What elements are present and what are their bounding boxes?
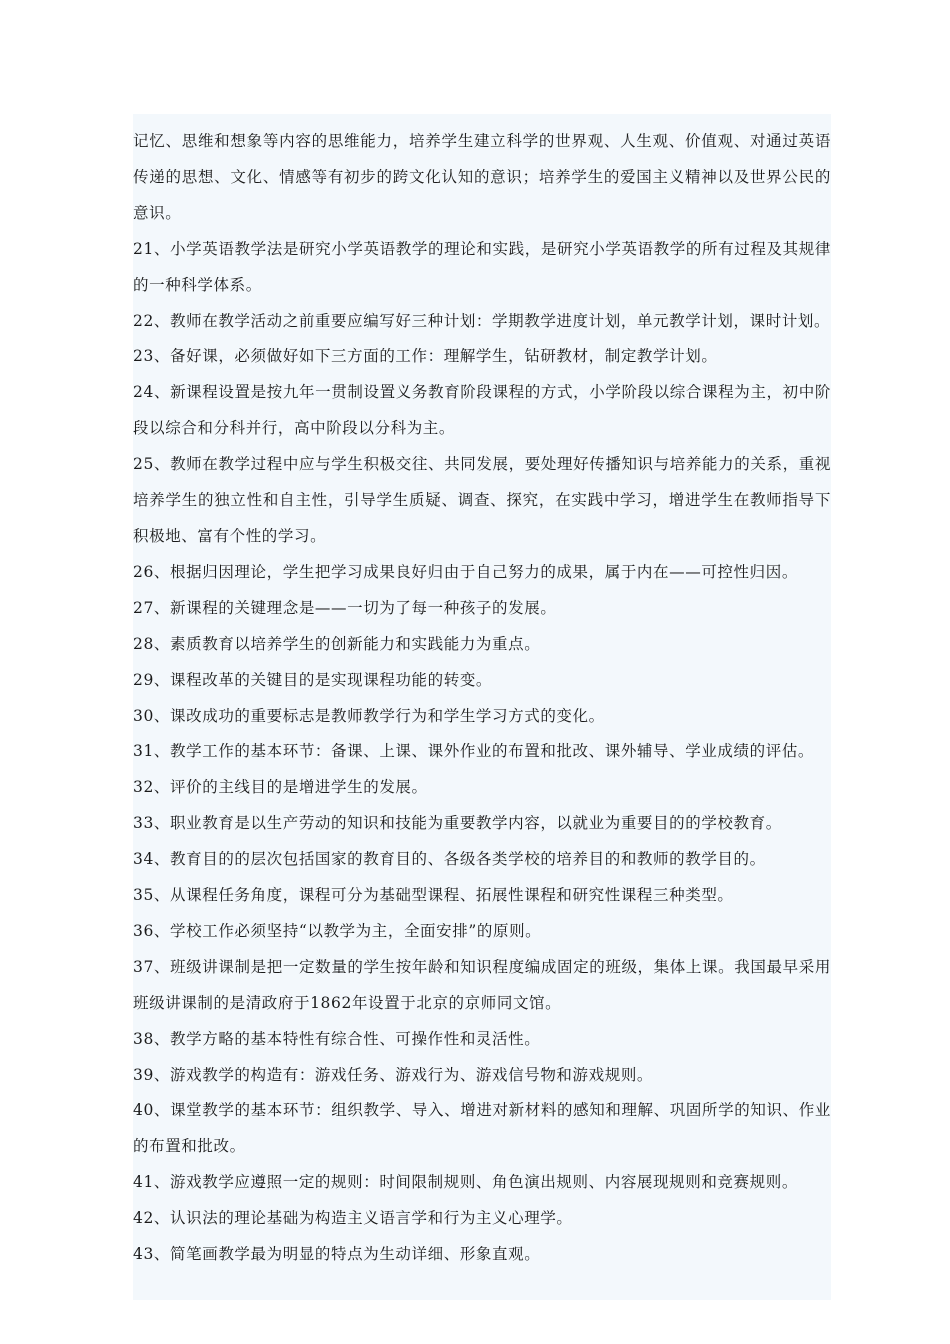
paragraph-item-40: 40、课堂教学的基本环节：组织教学、导入、增进对新材料的感知和理解、巩固所学的知识、作业的布置和批改。 [133,1101,831,1156]
paragraph-item-22: 22、教师在教学活动之前重要应编写好三种计划：学期教学进度计划，单元教学计划，课时计划。 [133,311,831,330]
paragraph-item-39: 39、游戏教学的构造有：游戏任务、游戏行为、游戏信号物和游戏规则。 [133,1065,654,1084]
top-padding [133,114,831,124]
paragraph-item-34: 34、教育目的的层次包括国家的教育目的、各级各类学校的培养目的和教师的教学目的。 [133,850,766,869]
paragraph-item-43: 43、简笔画教学最为明显的特点为生动详细、形象直观。 [133,1245,541,1264]
paragraph-item-28: 28、素质教育以培养学生的创新能力和实践能力为重点。 [133,634,541,653]
paragraph-item-30: 30、课改成功的重要标志是教师教学行为和学生学习方式的变化。 [133,706,605,725]
paragraph-item-23: 23、备好课，必须做好如下三方面的工作：理解学生，钻研教材，制定教学计划。 [133,347,718,366]
paragraph-item-37: 37、班级讲课制是把一定数量的学生按年龄和知识程度编成固定的班级，集体上课。我国最早采用班级讲课制的是清政府于1862年设置于北京的京师同文馆。 [133,957,831,1012]
paragraph-item-31: 31、教学工作的基本环节：备课、上课、课外作业的布置和批改、课外辅导、学业成绩的评估。 [133,742,815,761]
paragraph-item-38: 38、教学方略的基本特性有综合性、可操作性和灵活性。 [133,1029,541,1048]
paragraph-item-42: 42、认识法的理论基础为构造主义语言学和行为主义心理学。 [133,1209,573,1228]
paragraph-item-32: 32、评价的主线目的是增进学生的发展。 [133,778,428,797]
paragraph-item-29: 29、课程改革的关键目的是实现课程功能的转变。 [133,670,493,689]
paragraph-item-26: 26、根据归因理论，学生把学习成果良好归由于自己努力的成果，属于内在——可控性归因。 [133,562,798,581]
paragraph-intro-continued: 记忆、思维和想象等内容的思维能力，培养学生建立科学的世界观、人生观、价值观、对通过英语传递的思想、文化、情感等有初步的跨文化认知的意识；培养学生的爱国主义精神以及世界公民的意识。 [133,132,831,222]
paragraph-item-21: 21、小学英语教学法是研究小学英语教学的理论和实践，是研究小学英语教学的所有过程及其规律的一种科学体系。 [133,239,831,294]
paragraph-item-24: 24、新课程设置是按九年一贯制设置义务教育阶段课程的方式，小学阶段以综合课程为主，初中阶段以综合和分科并行，高中阶段以分科为主。 [133,383,831,438]
text-body [133,114,831,1300]
paragraph-item-41: 41、游戏教学应遵照一定的规则：时间限制规则、角色演出规则、内容展现规则和竞赛规则。 [133,1173,798,1192]
paragraph-item-27: 27、新课程的关键理念是——一切为了每一种孩子的发展。 [133,598,557,617]
paragraph-item-35: 35、从课程任务角度，课程可分为基础型课程、拓展性课程和研究性课程三种类型。 [133,886,734,905]
paragraph-item-36: 36、学校工作必须坚持“以教学为主，全面安排”的原则。 [133,921,542,940]
paragraph-item-33: 33、职业教育是以生产劳动的知识和技能为重要教学内容，以就业为重要目的的学校教育。 [133,814,782,833]
paragraph-item-25: 25、教师在教学过程中应与学生积极交往、共同发展，要处理好传播知识与培养能力的关系，重视培养学生的独立性和自主性，引导学生质疑、调查、探究，在实践中学习，增进学生在教师指导下积极地、富有个性的学习。 [133,455,831,545]
